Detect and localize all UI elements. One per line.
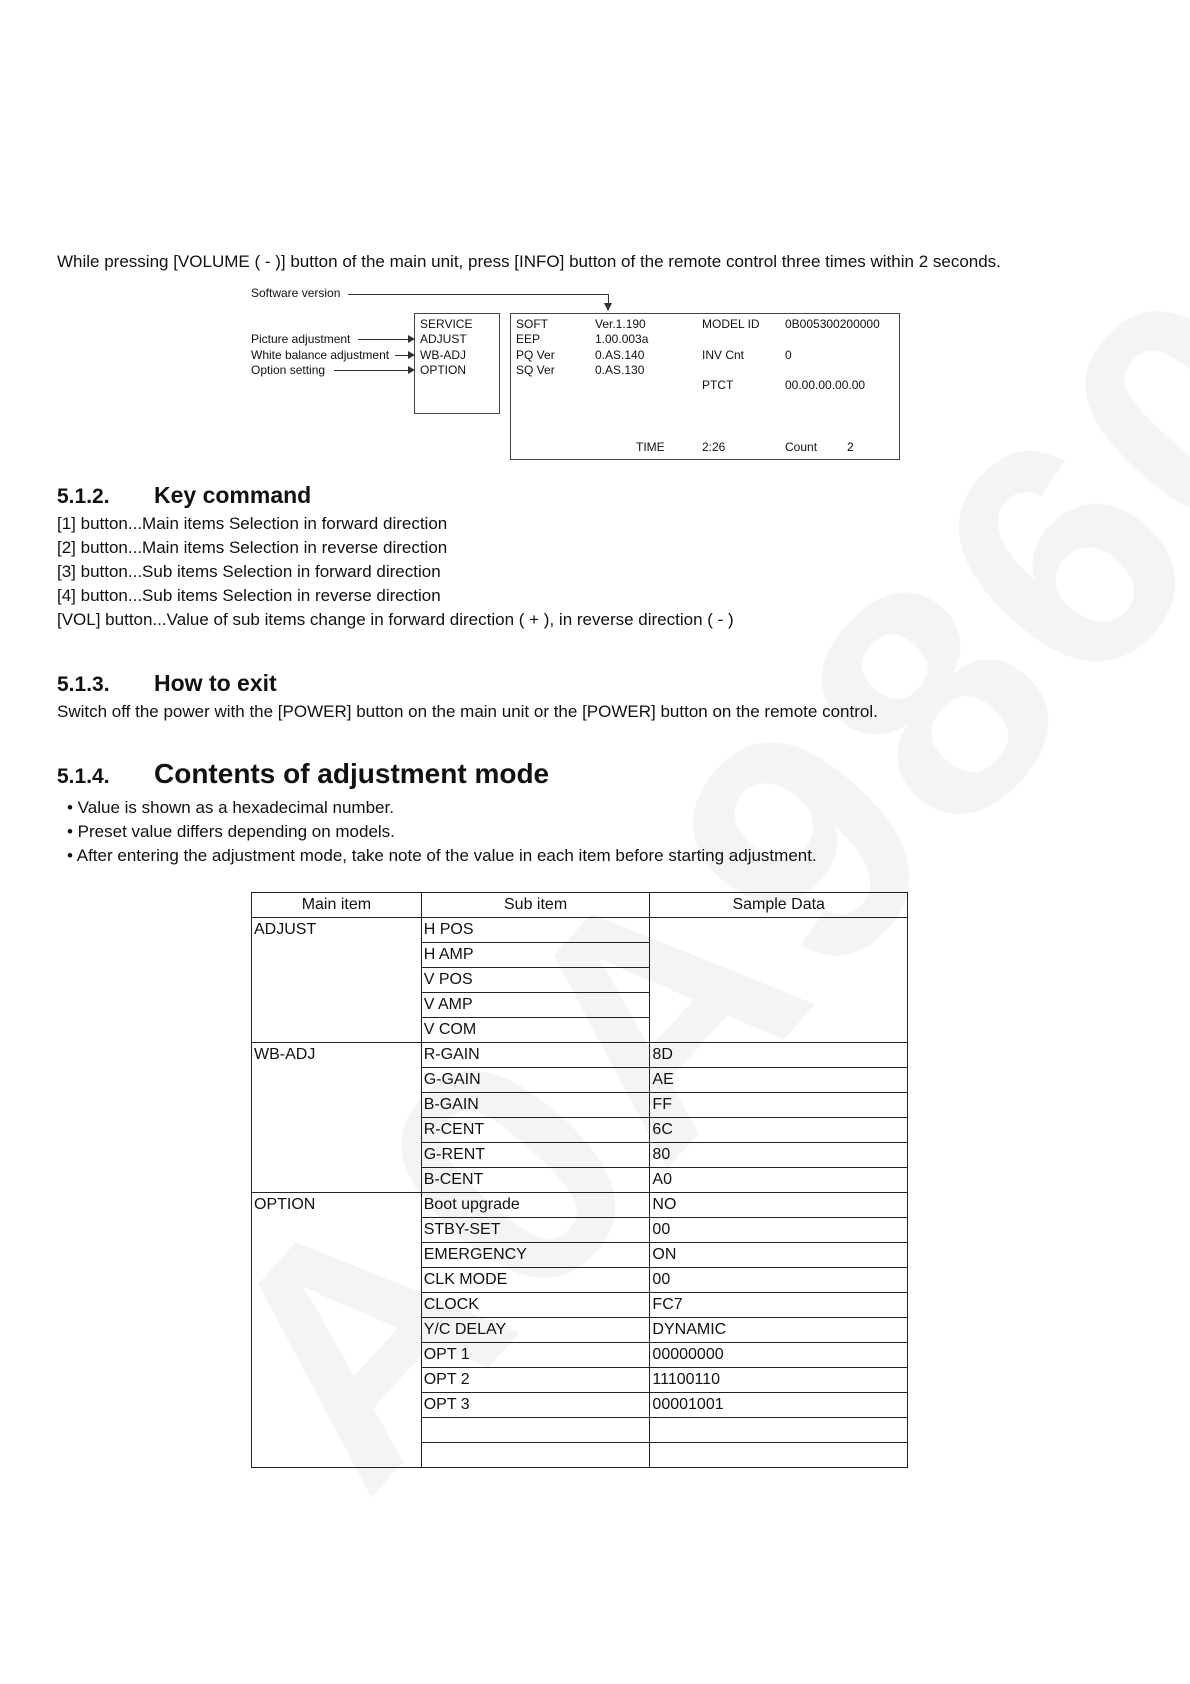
menu-item-service: SERVICE <box>420 317 473 331</box>
sub-item: V COM <box>421 1018 650 1043</box>
section-number: 5.1.4. <box>57 765 110 788</box>
adjustment-table <box>251 892 908 1468</box>
model-id-label: MODEL ID <box>702 317 760 331</box>
table-row <box>252 1193 908 1218</box>
sample-data: 6C <box>650 1118 908 1143</box>
section-title: How to exit <box>154 670 277 696</box>
option-arrow-line <box>334 370 408 371</box>
sample-data: A0 <box>650 1168 908 1193</box>
contents-heading <box>57 758 549 790</box>
sample-data: 00 <box>650 1218 908 1243</box>
table-row <box>252 918 908 943</box>
soft-label: SOFT <box>516 317 548 331</box>
eep-label: EEP <box>516 332 541 346</box>
sample-data: DYNAMIC <box>650 1318 908 1343</box>
header-main-item: Main item <box>252 893 422 918</box>
sub-item: Boot upgrade <box>421 1193 650 1218</box>
arrow-down-icon <box>604 303 612 311</box>
sub-item: EMERGENCY <box>421 1243 650 1268</box>
wb-arrow-line <box>395 355 408 356</box>
sample-data: AE <box>650 1068 908 1093</box>
sample-data-empty <box>650 1418 908 1443</box>
soft-value: Ver.1.190 <box>595 317 646 331</box>
count-value: 2 <box>847 440 854 454</box>
sub-item: R-GAIN <box>421 1043 650 1068</box>
key-command-line: [2] button...Main items Selection in reverse direction <box>57 538 448 557</box>
sample-data: FF <box>650 1093 908 1118</box>
menu-item-wb-adj: WB-ADJ <box>420 348 466 362</box>
sub-item: OPT 1 <box>421 1343 650 1368</box>
picture-adjustment-label: Picture adjustment <box>251 332 351 346</box>
sq-label: SQ Ver <box>516 363 555 377</box>
sub-item: STBY-SET <box>421 1218 650 1243</box>
sub-item: H POS <box>421 918 650 943</box>
bullet-item: • Value is shown as a hexadecimal number. <box>67 798 394 817</box>
white-balance-label: White balance adjustment <box>251 348 390 362</box>
main-item-wb-adj: WB-ADJ <box>252 1043 422 1193</box>
sample-data: 11100110 <box>650 1368 908 1393</box>
sub-item: H AMP <box>421 943 650 968</box>
table-header-row <box>252 893 908 918</box>
sample-data: 80 <box>650 1143 908 1168</box>
section-title: Key command <box>154 482 312 508</box>
software-version-label: Software version <box>251 286 341 300</box>
sub-item-empty <box>421 1418 650 1443</box>
ptct-value: 00.00.00.00.00 <box>785 378 866 392</box>
pq-value: 0.AS.140 <box>595 348 645 362</box>
sub-item: OPT 3 <box>421 1393 650 1418</box>
time-label: TIME <box>636 440 665 454</box>
section-number: 5.1.2. <box>57 485 110 508</box>
main-item-adjust: ADJUST <box>252 918 422 1043</box>
sub-item: CLK MODE <box>421 1268 650 1293</box>
section-title: Contents of adjustment mode <box>154 758 550 789</box>
sub-item-empty <box>421 1443 650 1468</box>
table-row <box>252 1043 908 1068</box>
software-version-line <box>348 294 608 295</box>
main-item-option: OPTION <box>252 1193 422 1468</box>
sample-data: NO <box>650 1193 908 1218</box>
eep-value: 1.00.003a <box>595 332 649 346</box>
sub-item: Y/C DELAY <box>421 1318 650 1343</box>
sub-item: V AMP <box>421 993 650 1018</box>
key-command-line: [VOL] button...Value of sub items change in forward direction ( + ), in reverse direction ( - ) <box>57 610 734 629</box>
bullet-item: • Preset value differs depending on models. <box>67 822 395 841</box>
how-to-exit-text: Switch off the power with the [POWER] button on the main unit or the [POWER] button on the remote control. <box>57 702 878 721</box>
key-command-line: [3] button...Sub items Selection in forward direction <box>57 562 441 581</box>
sample-data: 8D <box>650 1043 908 1068</box>
sub-item: V POS <box>421 968 650 993</box>
key-command-line: [4] button...Sub items Selection in reverse direction <box>57 586 441 605</box>
time-value: 2:26 <box>702 440 726 454</box>
sample-data-empty <box>650 1443 908 1468</box>
model-id-value: 0B005300200000 <box>785 317 880 331</box>
sample-data: FC7 <box>650 1293 908 1318</box>
menu-item-option: OPTION <box>420 363 467 377</box>
software-version-drop <box>608 294 609 303</box>
header-sample-data: Sample Data <box>650 893 908 918</box>
sample-data: 00 <box>650 1268 908 1293</box>
inv-cnt-value: 0 <box>785 348 792 362</box>
picture-arrow-line <box>358 339 408 340</box>
sub-item: OPT 2 <box>421 1368 650 1393</box>
sample-data-empty <box>650 918 908 1043</box>
sub-item: R-CENT <box>421 1118 650 1143</box>
sample-data: 00000000 <box>650 1343 908 1368</box>
pq-label: PQ Ver <box>516 348 555 362</box>
count-label: Count <box>785 440 818 454</box>
bullet-item: • After entering the adjustment mode, take note of the value in each item before starting adjustment. <box>67 846 817 865</box>
sub-item: CLOCK <box>421 1293 650 1318</box>
ptct-label: PTCT <box>702 378 734 392</box>
key-command-line: [1] button...Main items Selection in forward direction <box>57 514 448 533</box>
menu-item-adjust: ADJUST <box>420 332 467 346</box>
sample-data: ON <box>650 1243 908 1268</box>
how-to-exit-heading <box>57 670 277 697</box>
sub-item: B-GAIN <box>421 1093 650 1118</box>
sample-data: 00001001 <box>650 1393 908 1418</box>
sub-item: B-CENT <box>421 1168 650 1193</box>
sub-item: G-GAIN <box>421 1068 650 1093</box>
key-command-heading <box>57 482 311 509</box>
sq-value: 0.AS.130 <box>595 363 645 377</box>
inv-cnt-label: INV Cnt <box>702 348 745 362</box>
sub-item: G-RENT <box>421 1143 650 1168</box>
header-sub-item: Sub item <box>421 893 650 918</box>
section-number: 5.1.3. <box>57 673 110 696</box>
option-setting-label: Option setting <box>251 363 326 377</box>
intro-text: While pressing [VOLUME ( - )] button of the main unit, press [INFO] button of the remote control three times within 2 seconds. <box>57 252 1001 271</box>
